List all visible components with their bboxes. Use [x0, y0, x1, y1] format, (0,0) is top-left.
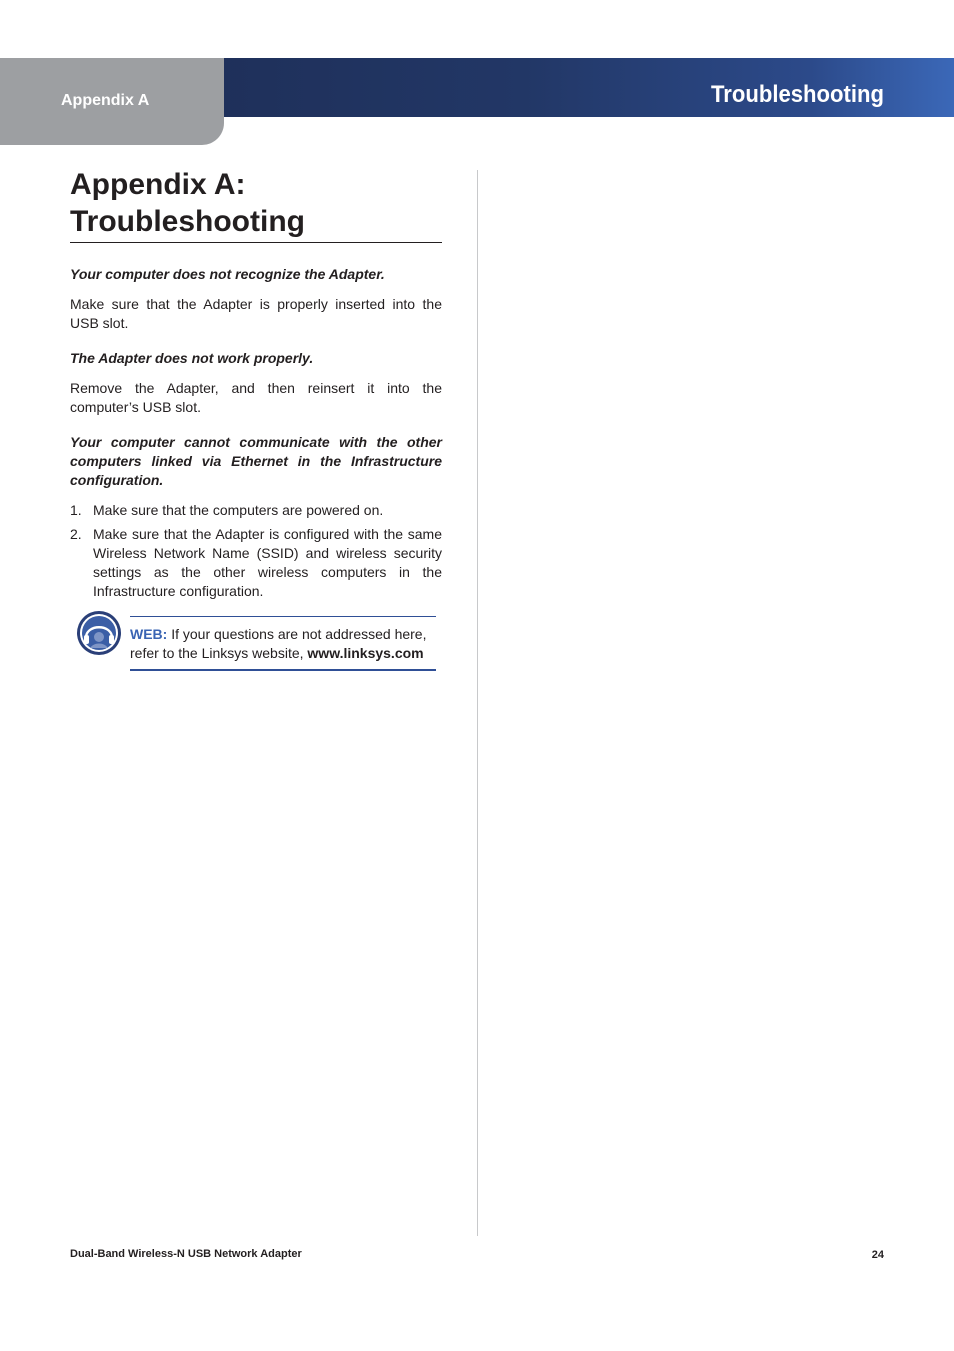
section-body-1: Make sure that the Adapter is properly inserted into the USB slot. [70, 296, 442, 331]
web-note-body: If your questions are not addressed here, refer to the Linksys website, [130, 626, 427, 661]
header-section-title: Troubleshooting [711, 81, 884, 108]
header-tab-label: Appendix A [61, 92, 150, 109]
footer-product-name: Dual-Band Wireless-N USB Network Adapter [70, 1248, 302, 1260]
section-body-2: Remove the Adapter, and then reinsert it into the computer’s USB slot. [70, 380, 442, 415]
web-note [70, 608, 442, 674]
main-column [70, 166, 442, 606]
section-heading-2: The Adapter does not work properly. [70, 350, 314, 366]
page-title-line-2: Troubleshooting [70, 205, 305, 238]
web-note-text [130, 616, 436, 671]
globe-headset-icon [76, 610, 122, 656]
section-heading-3: Your computer cannot communicate with the other computers linked via Ethernet in the Infrastructure configuration. [70, 434, 442, 488]
step-number: 2. [70, 526, 82, 542]
column-divider [477, 170, 478, 1236]
list-item [70, 525, 442, 601]
linksys-website-link[interactable]: www.linksys.com [307, 645, 424, 661]
page-title [70, 166, 442, 243]
page-title-line-1: Appendix A: [70, 168, 246, 201]
section-heading-1: Your computer does not recognize the Adapter. [70, 266, 385, 282]
web-label: WEB: [130, 626, 168, 642]
steps-list [70, 501, 442, 601]
step-number: 1. [70, 502, 82, 518]
step-text: Make sure that the computers are powered on. [93, 502, 384, 518]
footer-page-number: 24 [871, 1249, 884, 1261]
list-item [70, 501, 442, 520]
step-text: Make sure that the Adapter is configured with the same Wireless Network Name (SSID) and wireless security settings as the other wireless computers in the Infrastructure configuration. [93, 526, 442, 599]
